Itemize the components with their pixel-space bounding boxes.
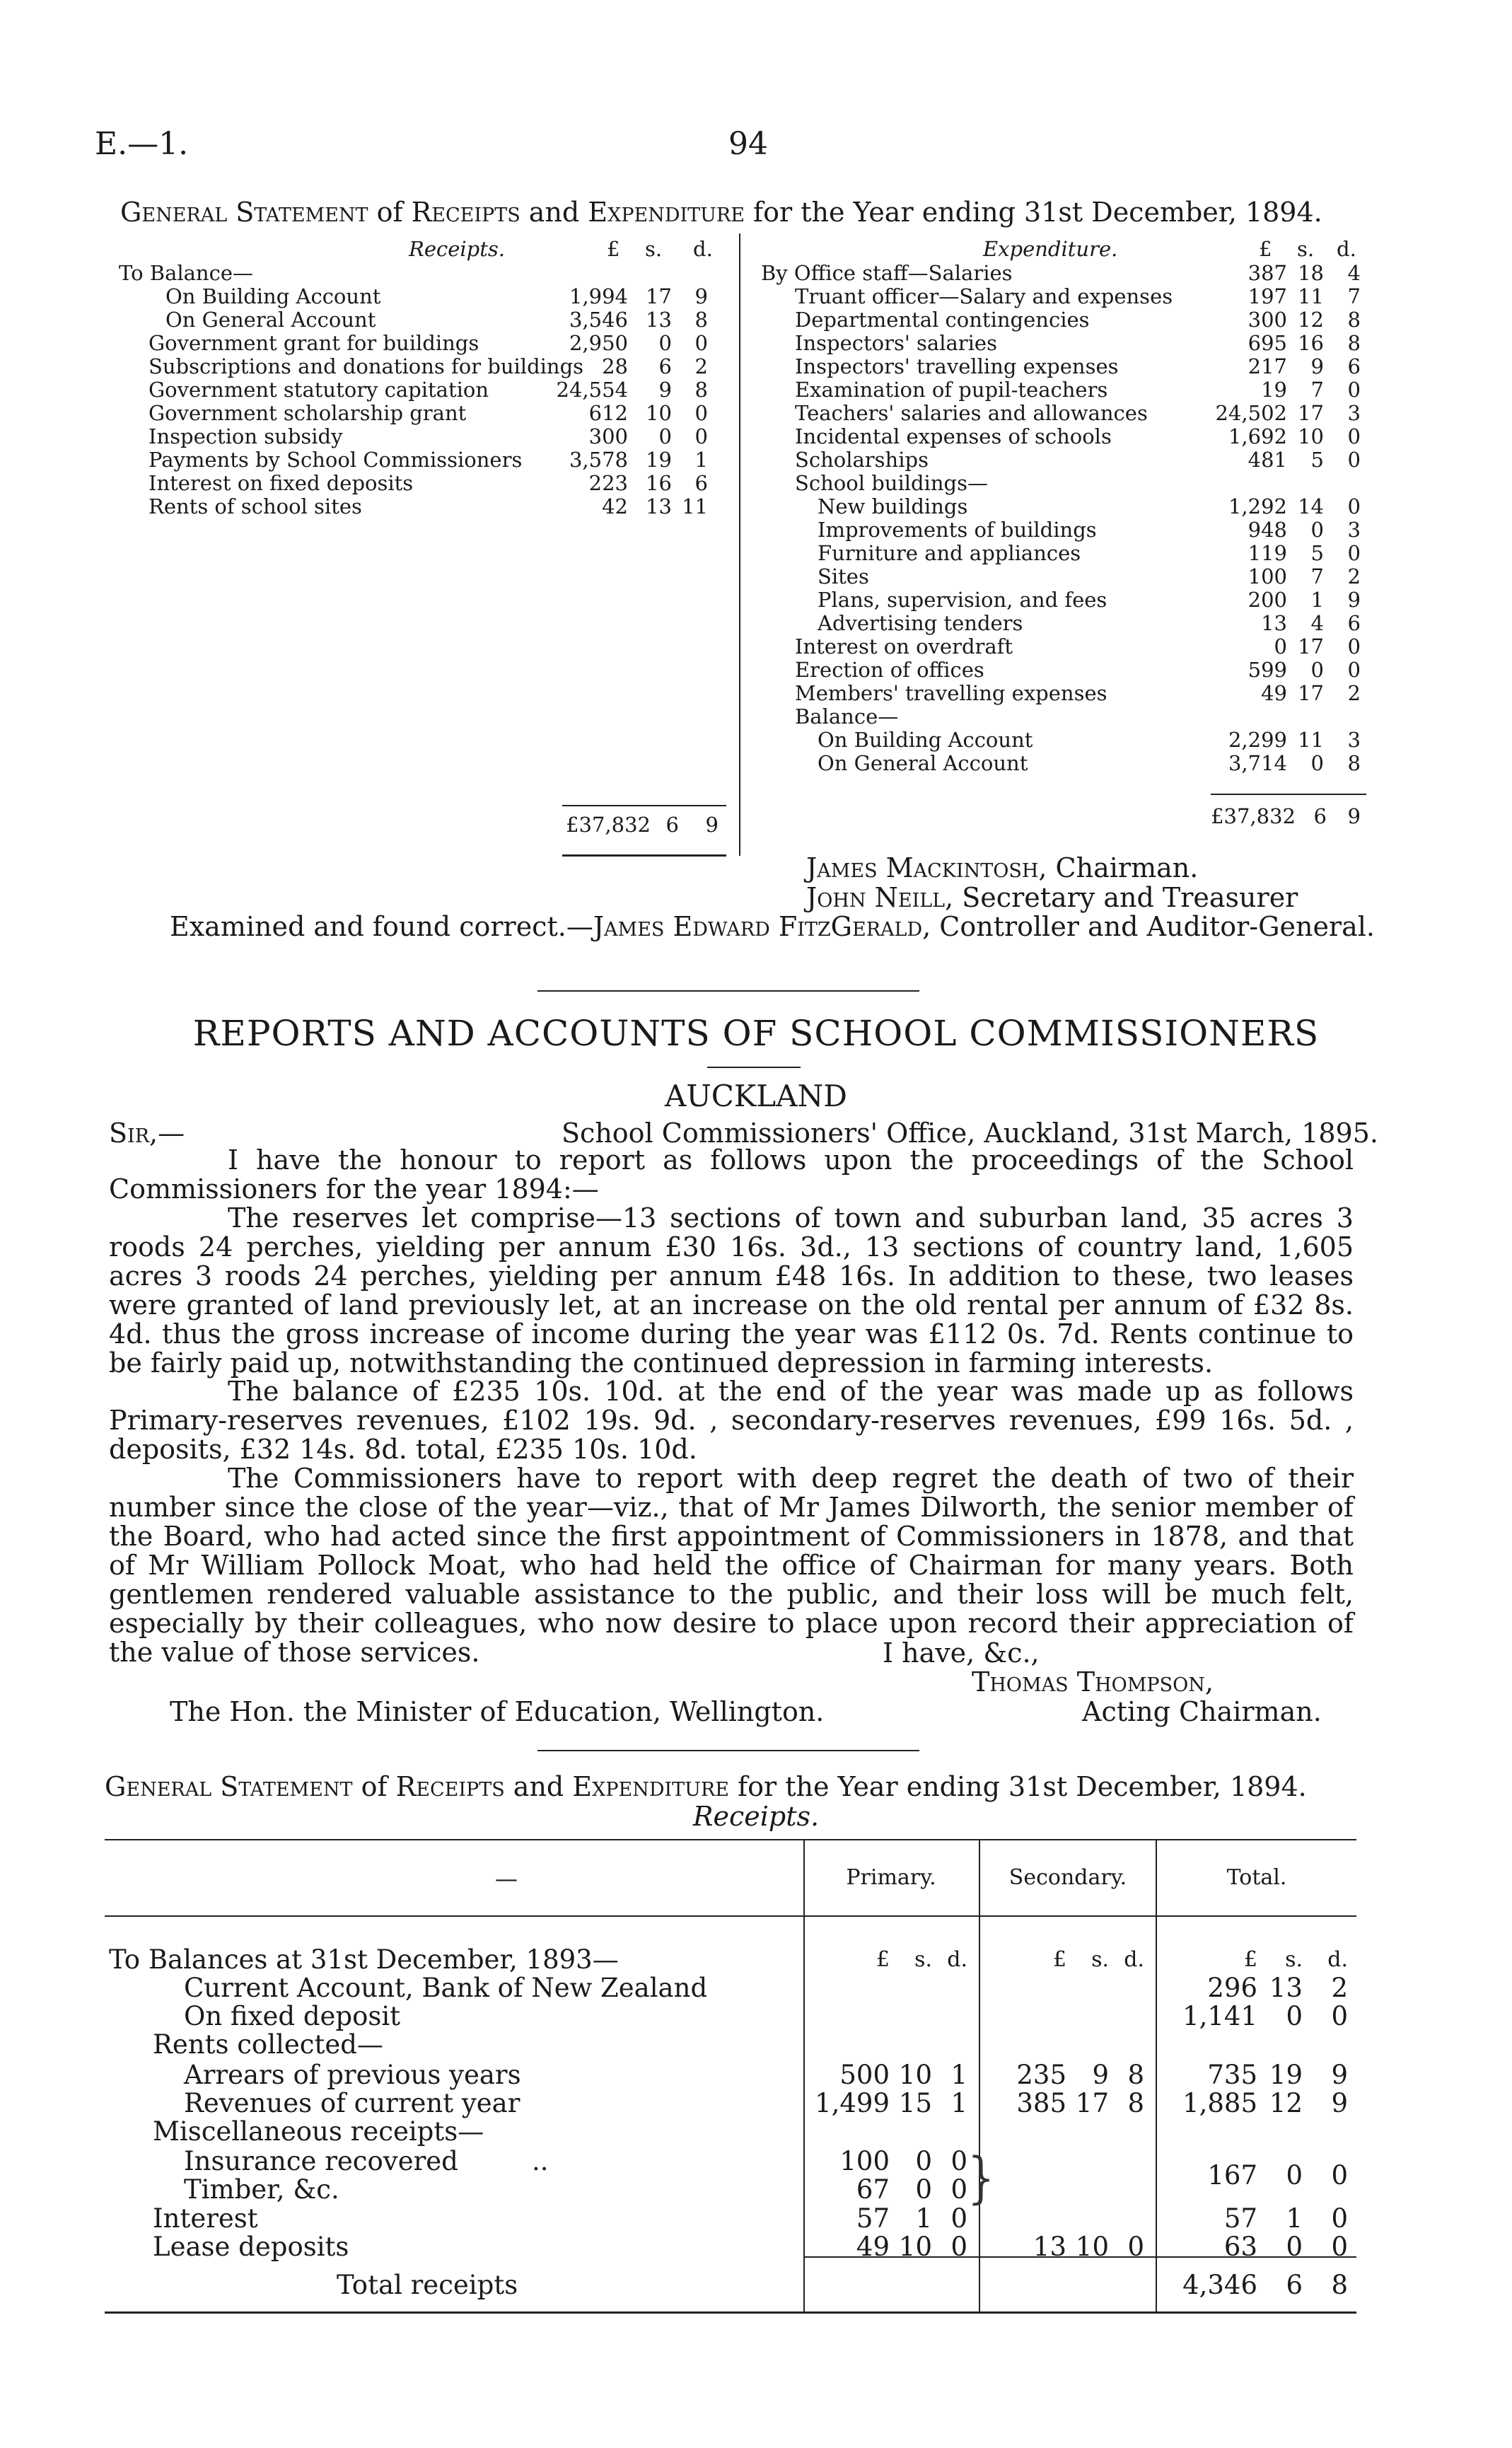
expenditure-pounds: 217 [1248,354,1287,378]
expenditure-pence: 0 [1347,634,1361,659]
receipt-pounds: 28 [602,354,628,378]
cell-p: 0 [915,2174,932,2205]
signature-chairman: James Mackintosh, Chairman. [806,852,1199,883]
expenditure-label: On Building Account [818,728,1033,752]
cell-p: 500 [839,2060,890,2090]
receipts-total-pounds: £37,832 [566,813,651,837]
cell-p: 67 [856,2174,890,2205]
cell-t: 0 [1331,2001,1348,2031]
expenditure-label: Examination of pupil-teachers [795,378,1108,402]
cell-p: 100 [839,2146,890,2176]
divider [707,1067,801,1068]
cell-p: 1 [950,2060,967,2090]
letter-signer: Thomas Thompson, [972,1666,1214,1698]
receipt-pence: 8 [694,378,708,402]
total-rule [562,805,726,806]
letter-closing: I have, &c., [883,1637,1040,1669]
expenditure-label: New buildings [818,494,968,518]
document-code: E.—1. [95,126,189,162]
expenditure-shillings: 14 [1298,494,1324,518]
section-title: REPORTS AND ACCOUNTS OF SCHOOL COMMISSIONERS [192,1013,1320,1054]
cell-p: 10 [898,2060,932,2090]
cell-t: 12 [1269,2088,1303,2118]
receipt-label: Government grant for buildings [149,331,479,355]
expenditure-pence: 6 [1347,354,1361,378]
expenditure-pence: 3 [1347,401,1361,425]
receipt-shillings: 9 [658,378,672,402]
expenditure-pounds: 1,292 [1228,494,1287,518]
cell-t: 13 [1269,1973,1303,2003]
cell-p: 1 [915,2203,932,2234]
bracketed-total: 0 [1331,2160,1348,2191]
column-rule [803,1839,805,2311]
cell-p: 10 [898,2232,932,2262]
expenditure-total-pence: 9 [1347,804,1361,828]
expenditure-label: By Office staff—Salaries [761,261,1013,285]
letter-address: School Commissioners' Office, Auckland, 31st March, 1895. [562,1118,1378,1149]
expenditure-pence: 7 [1347,284,1361,308]
expenditure-label: Truant officer—Salary and expenses [795,284,1173,308]
audit-note: Examined and found correct.—James Edward FitzGerald, Controller and Auditor-General. [170,911,1375,942]
receipt-shillings: 6 [658,354,672,378]
letter-paragraph: The reserves let comprise—13 sections of town and suburban land, 35 acres 3 roods 24 perches, yielding per annum £30 16s. 3d., 13 sections of country land, 1,605 acres 3 roods 24 perches, yielding per annum £48 16s. In addition to these, two leases were granted of land previously let, at an increase on the old rental per annum of £32 8s. 4d. thus the gross increase of income during the year was £112 0s. 7d. Rents continue to be fairly paid up, notwithstanding the continued depression in farming interests. [109,1202,1354,1379]
expenditure-shillings: 1 [1310,588,1324,612]
receipt-pence: 9 [694,284,708,308]
expenditure-pounds: 695 [1248,331,1287,355]
cell-p: 1,499 [815,2088,890,2118]
receipt-pounds: 42 [602,494,628,518]
col-head-shillings: s. [1297,237,1315,261]
receipts-total-pence: 9 [705,813,719,837]
unit-pounds: £ [1052,1947,1066,1972]
expenditure-label: Departmental contingencies [795,308,1090,332]
receipt-pence: 1 [694,448,708,472]
receipt-pence: 0 [694,401,708,425]
expenditure-label: Teachers' salaries and allowances [795,401,1148,425]
table-row-label: On fixed deposit [184,2001,401,2031]
table-top-rule [105,1839,1356,1840]
cell-p: 0 [950,2203,967,2234]
receipt-pounds: 24,554 [556,378,628,402]
expenditure-pounds: 119 [1248,541,1287,565]
total-rule [562,854,726,857]
expenditure-shillings: 0 [1310,751,1324,775]
table-row-label: To Balances at 31st December, 1893— [109,1944,619,1975]
cell-t: 19 [1269,2060,1303,2090]
expenditure-label: Inspectors' salaries [795,331,997,355]
cell-t: 0 [1286,2001,1303,2031]
cell-t: 0 [1331,2203,1348,2234]
receipt-pounds: 3,546 [569,308,628,332]
letter-signer-role: Acting Chairman. [1082,1696,1322,1727]
col-head-shillings: s. [645,237,663,261]
expenditure-shillings: 0 [1310,658,1324,682]
expenditure-label: Sites [818,564,869,588]
expenditure-label: Balance— [795,704,899,729]
receipt-pence: 2 [694,354,708,378]
statement-title: General Statement of Receipts and Expenditure for the Year ending 31st December, 1894. [120,197,1322,228]
table-row-label: Rents collected— [153,2029,383,2060]
total-receipts-value: 8 [1331,2270,1348,2300]
cell-t: 0 [1331,2232,1348,2262]
salutation: Sir,— [109,1118,185,1149]
receipt-pence: 8 [694,308,708,332]
total-receipts-value: 4,346 [1182,2270,1257,2300]
column-head-total: Total. [1226,1865,1287,1890]
stub-head: — [495,1865,518,1892]
expenditure-label: Plans, supervision, and fees [818,588,1107,612]
expenditure-shillings: 7 [1310,564,1324,588]
cell-t: 1 [1286,2203,1303,2234]
statement2-subheading: Receipts. [692,1801,820,1832]
total-receipts-label: Total receipts [337,2270,518,2300]
col-head-pence: d. [693,237,713,261]
expenditure-heading: Expenditure. [983,237,1118,261]
receipt-shillings: 13 [646,494,672,518]
cell-t: 0 [1286,2232,1303,2262]
column-rule [979,1839,980,2311]
expenditure-pence: 3 [1347,518,1361,542]
receipt-pence: 0 [694,331,708,355]
unit-pounds: £ [876,1947,890,1972]
cell-t: 9 [1331,2060,1348,2090]
letter-paragraph: The Commissioners have to report with deep regret the death of two of their number since the close of the year—viz., that of Mr James Dilworth, the senior member of the Board, who had acted since the first appointment of Commissioners in 1878, and that of Mr William Pollock Moat, who had held the office of Chairman for many years. Both gentlemen rendered valuable assistance to the public, and their loss will be much felt, especially by their colleagues, who now desire to place upon record their appreciation of the value of those services. [109,1463,1354,1668]
expenditure-pence: 0 [1347,541,1361,565]
expenditure-label: Scholarships [795,448,929,472]
table-row-label: Current Account, Bank of New Zealand [184,1973,708,2003]
expenditure-pence: 6 [1347,611,1361,635]
expenditure-pence: 8 [1347,331,1361,355]
divider [537,990,919,992]
letter-addressee: The Hon. the Minister of Education, Wellington. [170,1696,825,1727]
cell-s: 385 [1016,2088,1066,2118]
unit-shillings: s. [1285,1947,1303,1972]
unit-shillings: s. [914,1947,932,1972]
expenditure-label: Inspectors' travelling expenses [795,354,1119,378]
expenditure-pence: 0 [1347,448,1361,472]
cell-s: 0 [1127,2232,1144,2262]
cell-s: 8 [1127,2060,1144,2090]
page-number: 94 [728,126,768,162]
unit-pence: d. [947,1947,967,1972]
expenditure-pounds: 197 [1248,284,1287,308]
receipt-shillings: 19 [646,448,672,472]
expenditure-pounds: 24,502 [1215,401,1287,425]
expenditure-label: Members' travelling expenses [795,681,1107,705]
expenditure-shillings: 0 [1310,518,1324,542]
expenditure-pounds: 19 [1261,378,1287,402]
expenditure-shillings: 5 [1310,448,1324,472]
expenditure-total-shillings: 6 [1313,804,1327,828]
table-row-label: Insurance recovered [184,2146,458,2176]
cell-t: 2 [1331,1973,1348,2003]
expenditure-shillings: 18 [1298,261,1324,285]
table-bottom-rule [105,2311,1356,2314]
receipt-pence: 0 [694,424,708,448]
table-row-label: Miscellaneous receipts— [153,2116,484,2147]
receipt-shillings: 16 [646,471,672,495]
receipt-label: Rents of school sites [149,494,362,518]
expenditure-label: Furniture and appliances [818,541,1081,565]
expenditure-pence: 3 [1347,728,1361,752]
total-rule [1211,794,1366,795]
receipt-pounds: 612 [588,401,628,425]
table-header-rule [105,1915,1356,1917]
receipt-label: On General Account [165,308,376,332]
cell-t: 63 [1223,2232,1257,2262]
expenditure-total-pounds: £37,832 [1211,804,1296,828]
expenditure-shillings: 17 [1298,401,1324,425]
unit-pence: d. [1327,1947,1348,1972]
expenditure-pounds: 599 [1248,658,1287,682]
expenditure-pence: 0 [1347,658,1361,682]
statement2-title: General Statement of Receipts and Expenditure for the Year ending 31st December, 1894. [105,1771,1307,1802]
expenditure-label: Erection of offices [795,658,984,682]
cell-p: 0 [915,2146,932,2176]
expenditure-pounds: 200 [1248,588,1287,612]
letter-paragraph: I have the honour to report as follows upon the proceedings of the School Commissioners for the year 1894:— [109,1144,1354,1205]
expenditure-label: Improvements of buildings [818,518,1097,542]
col-head-pounds: £ [1259,237,1272,261]
cell-p: 0 [950,2146,967,2176]
receipt-label: Government statutory capitation [149,378,489,402]
expenditure-label: Interest on overdraft [795,634,1013,659]
receipt-pounds: 1,994 [569,284,628,308]
receipt-pounds: 2,950 [569,331,628,355]
receipt-shillings: 0 [658,424,672,448]
cell-s: 8 [1127,2088,1144,2118]
cell-p: 15 [898,2088,932,2118]
receipt-label: On Building Account [165,284,381,308]
expenditure-pounds: 300 [1248,308,1287,332]
table-row-label: Lease deposits [153,2232,349,2262]
expenditure-pounds: 481 [1248,448,1287,472]
receipts-heading: Receipts. [409,237,505,261]
receipt-label: Government scholarship grant [149,401,467,425]
cell-t: 735 [1207,2060,1257,2090]
column-rule [1156,1839,1157,2311]
expenditure-shillings: 16 [1298,331,1324,355]
receipts-total-shillings: 6 [665,813,679,837]
column-head-secondary: Secondary. [1008,1865,1127,1890]
cell-p: 0 [950,2232,967,2262]
expenditure-shillings: 11 [1298,728,1324,752]
receipt-pence: 11 [682,494,708,518]
expenditure-label: On General Account [818,751,1028,775]
expenditure-pence: 9 [1347,588,1361,612]
cell-t: 57 [1223,2203,1257,2234]
unit-pence: d. [1124,1947,1144,1972]
expenditure-shillings: 12 [1298,308,1324,332]
col-head-pounds: £ [607,237,620,261]
cell-s: 235 [1016,2060,1066,2090]
receipt-label: Payments by School Commissioners [149,448,523,472]
table-row-label: Arrears of previous years [184,2060,521,2090]
receipt-pounds: 223 [588,471,628,495]
table-row-label: Revenues of current year [184,2088,521,2118]
total-receipts-value: 6 [1286,2270,1303,2300]
expenditure-shillings: 5 [1310,541,1324,565]
expenditure-pounds: 387 [1248,261,1287,285]
expenditure-pence: 2 [1347,681,1361,705]
divider [537,1750,919,1751]
unit-pounds: £ [1243,1947,1257,1972]
cell-s: 9 [1092,2060,1109,2090]
cell-s: 17 [1075,2088,1109,2118]
expenditure-shillings: 7 [1310,378,1324,402]
cell-p: 57 [856,2203,890,2234]
expenditure-shillings: 4 [1310,611,1324,635]
bracketed-total: 167 [1207,2160,1257,2191]
expenditure-label: Incidental expenses of schools [795,424,1112,448]
expenditure-pounds: 13 [1261,611,1287,635]
expenditure-label: School buildings— [795,471,988,495]
cell-t: 9 [1331,2088,1348,2118]
expenditure-shillings: 17 [1298,634,1324,659]
expenditure-pence: 0 [1347,494,1361,518]
cell-p: 49 [856,2232,890,2262]
unit-shillings: s. [1091,1947,1109,1972]
expenditure-pence: 0 [1347,424,1361,448]
cell-t: 1,885 [1182,2088,1257,2118]
expenditure-label: Advertising tenders [818,611,1023,635]
receipt-shillings: 10 [646,401,672,425]
expenditure-shillings: 9 [1310,354,1324,378]
expenditure-shillings: 17 [1298,681,1324,705]
table-row-label: Interest [153,2203,258,2234]
expenditure-pounds: 2,299 [1228,728,1287,752]
expenditure-pence: 8 [1347,751,1361,775]
column-head-primary: Primary. [846,1865,936,1890]
receipt-pounds: 300 [588,424,628,448]
expenditure-pence: 8 [1347,308,1361,332]
expenditure-pounds: 49 [1261,681,1287,705]
expenditure-shillings: 10 [1298,424,1324,448]
receipt-shillings: 13 [646,308,672,332]
leader-dots: .. [532,2146,549,2176]
signature-secretary: John Neill, Secretary and Treasurer [806,882,1298,913]
expenditure-shillings: 11 [1298,284,1324,308]
cell-s: 10 [1075,2232,1109,2262]
receipt-shillings: 0 [658,331,672,355]
expenditure-pounds: 948 [1248,518,1287,542]
expenditure-pounds: 0 [1274,634,1287,659]
table-row-label: Timber, &c. [184,2174,339,2205]
receipt-label: Subscriptions and donations for buildings [149,354,584,378]
expenditure-pence: 0 [1347,378,1361,402]
expenditure-pence: 2 [1347,564,1361,588]
column-divider [739,233,740,856]
receipt-pence: 6 [694,471,708,495]
cell-s: 13 [1033,2232,1066,2262]
brace-icon: } [967,2146,995,2211]
expenditure-pounds: 3,714 [1228,751,1287,775]
receipt-pounds: 3,578 [569,448,628,472]
receipt-label: To Balance— [119,261,254,285]
cell-t: 1,141 [1182,2001,1257,2031]
expenditure-pence: 4 [1347,261,1361,285]
cell-p: 1 [950,2088,967,2118]
expenditure-pounds: 1,692 [1228,424,1287,448]
col-head-pence: d. [1337,237,1356,261]
letter-paragraph: The balance of £235 10s. 10d. at the end of the year was made up as follows Primary-reserves revenues, £102 19s. 9d. , secondary-reserves revenues, £99 16s. 5d. , deposits, £32 14s. 8d. total, £235 10s. 10d. [109,1376,1354,1465]
receipt-label: Inspection subsidy [149,424,343,448]
receipt-shillings: 17 [646,284,672,308]
section-subtitle: AUCKLAND [665,1079,847,1113]
cell-p: 0 [950,2174,967,2205]
bracketed-total: 0 [1286,2160,1303,2191]
cell-t: 296 [1207,1973,1257,2003]
expenditure-pounds: 100 [1248,564,1287,588]
receipt-label: Interest on fixed deposits [149,471,414,495]
